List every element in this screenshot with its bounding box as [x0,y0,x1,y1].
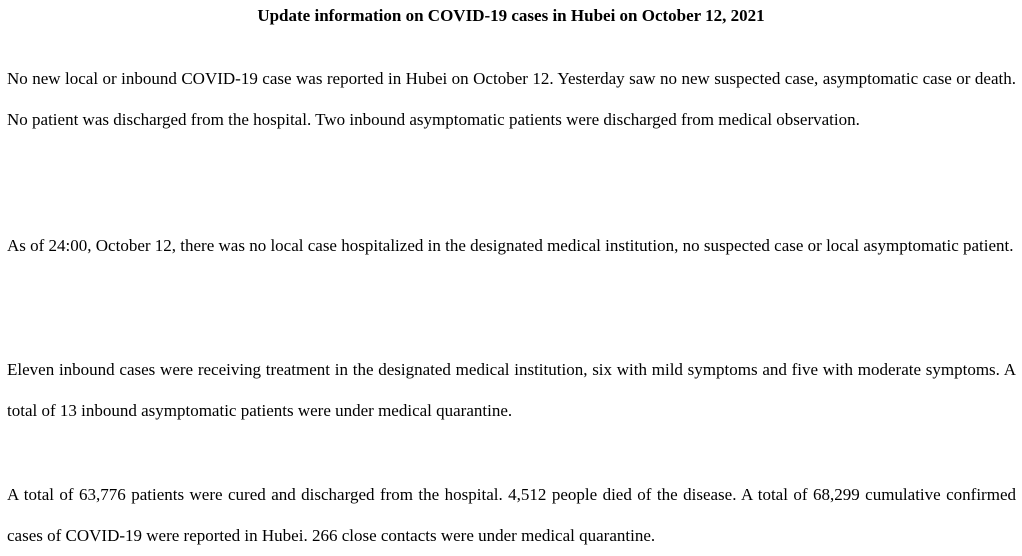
paragraph-cumulative-totals: A total of 63,776 patients were cured and discharged from the hospital. 4,512 people died of the disease. A total of 68,299 cumulative confirmed cases of COVID-19 were reported in Hubei. 266 close contacts were under medical quarantine. [7,485,1016,545]
paragraph-new-cases: No new local or inbound COVID-19 case was reported in Hubei on October 12. Yesterday saw no new suspected case, asymptomatic case or death. No patient was discharged from the hospital. Two inbound asymptomatic patients were discharged from medical observation. [7,69,1016,129]
paragraph-inbound-treatment: Eleven inbound cases were receiving treatment in the designated medical institution, six with mild symptoms and five with moderate symptoms. A total of 13 inbound asymptomatic patients were under medical quarantine. [7,360,1016,420]
document-title: Update information on COVID-19 cases in Hubei on October 12, 2021 [257,6,765,25]
paragraph-local-status: As of 24:00, October 12, there was no local case hospitalized in the designated medical institution, no suspected case or local asymptomatic patient. [7,236,1014,255]
